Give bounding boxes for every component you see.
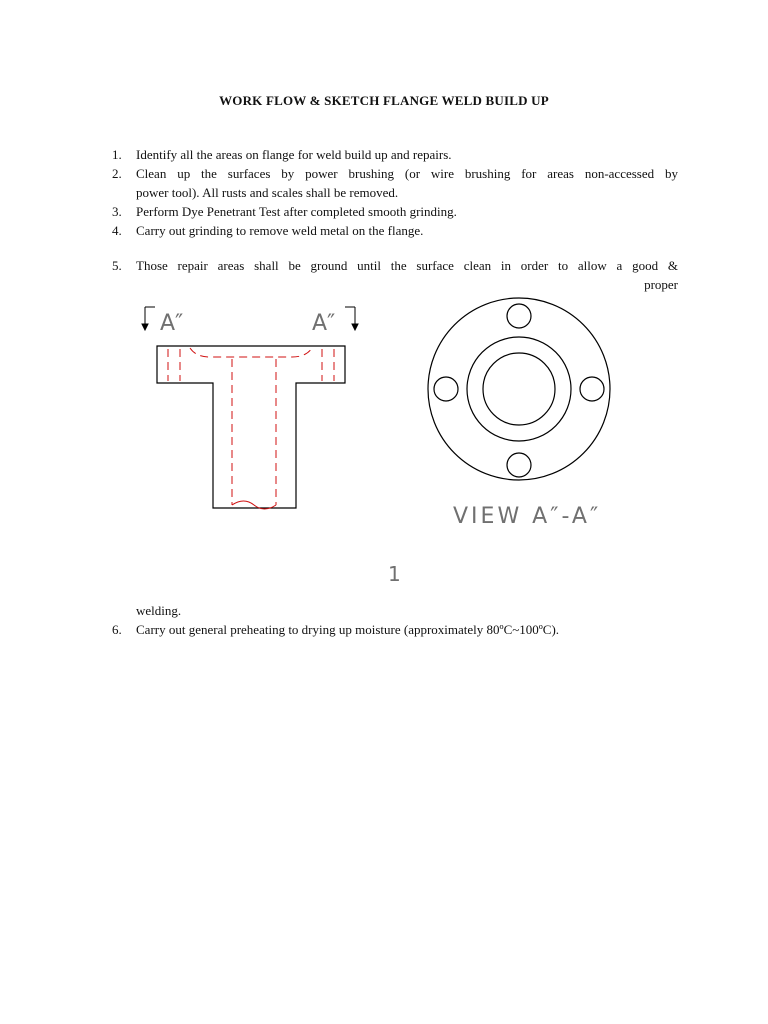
list-item-continuation <box>112 601 678 620</box>
view-label: VIEW A″-A″ <box>453 504 602 529</box>
step-text: Identify all the areas on flange for weld build up and repairs. <box>136 147 452 162</box>
step-number: 6. <box>112 622 122 637</box>
step-text: Perform Dye Penetrant Test after completed smooth grinding. <box>136 204 457 219</box>
step-number: 5. <box>112 258 122 273</box>
step-number: 4. <box>112 223 122 238</box>
step-text-line: Those repair areas shall be ground until the surface clean in order to allow a good & <box>136 258 678 273</box>
list-item <box>112 620 678 639</box>
flange-outline <box>157 346 345 508</box>
step-text: Carry out grinding to remove weld metal on the flange. <box>136 223 424 238</box>
flange-face-view <box>428 298 610 480</box>
step-text-line: Clean up the surfaces by power brushing (or wire brushing for areas non-accessed by <box>136 166 678 181</box>
step-number: 2. <box>112 166 122 181</box>
section-marker-right <box>345 307 358 330</box>
hidden-lines <box>168 348 334 505</box>
step-number: 1. <box>112 147 122 162</box>
step-number: 3. <box>112 204 122 219</box>
section-label-left: A″ <box>160 311 184 336</box>
step-text-line: welding. <box>136 603 182 618</box>
step-text-line: power tool). All rusts and scales shall be removed. <box>136 185 399 200</box>
step-text-line: proper <box>644 277 678 292</box>
document-title: WORK FLOW & SKETCH FLANGE WELD BUILD UP <box>219 93 549 108</box>
figure-number: 1 <box>388 562 401 586</box>
section-label-right: A″ <box>312 311 336 336</box>
section-marker-left <box>142 307 155 330</box>
step-text: Carry out general preheating to drying up moisture (approximately 80ºC~100ºC). <box>136 622 560 637</box>
